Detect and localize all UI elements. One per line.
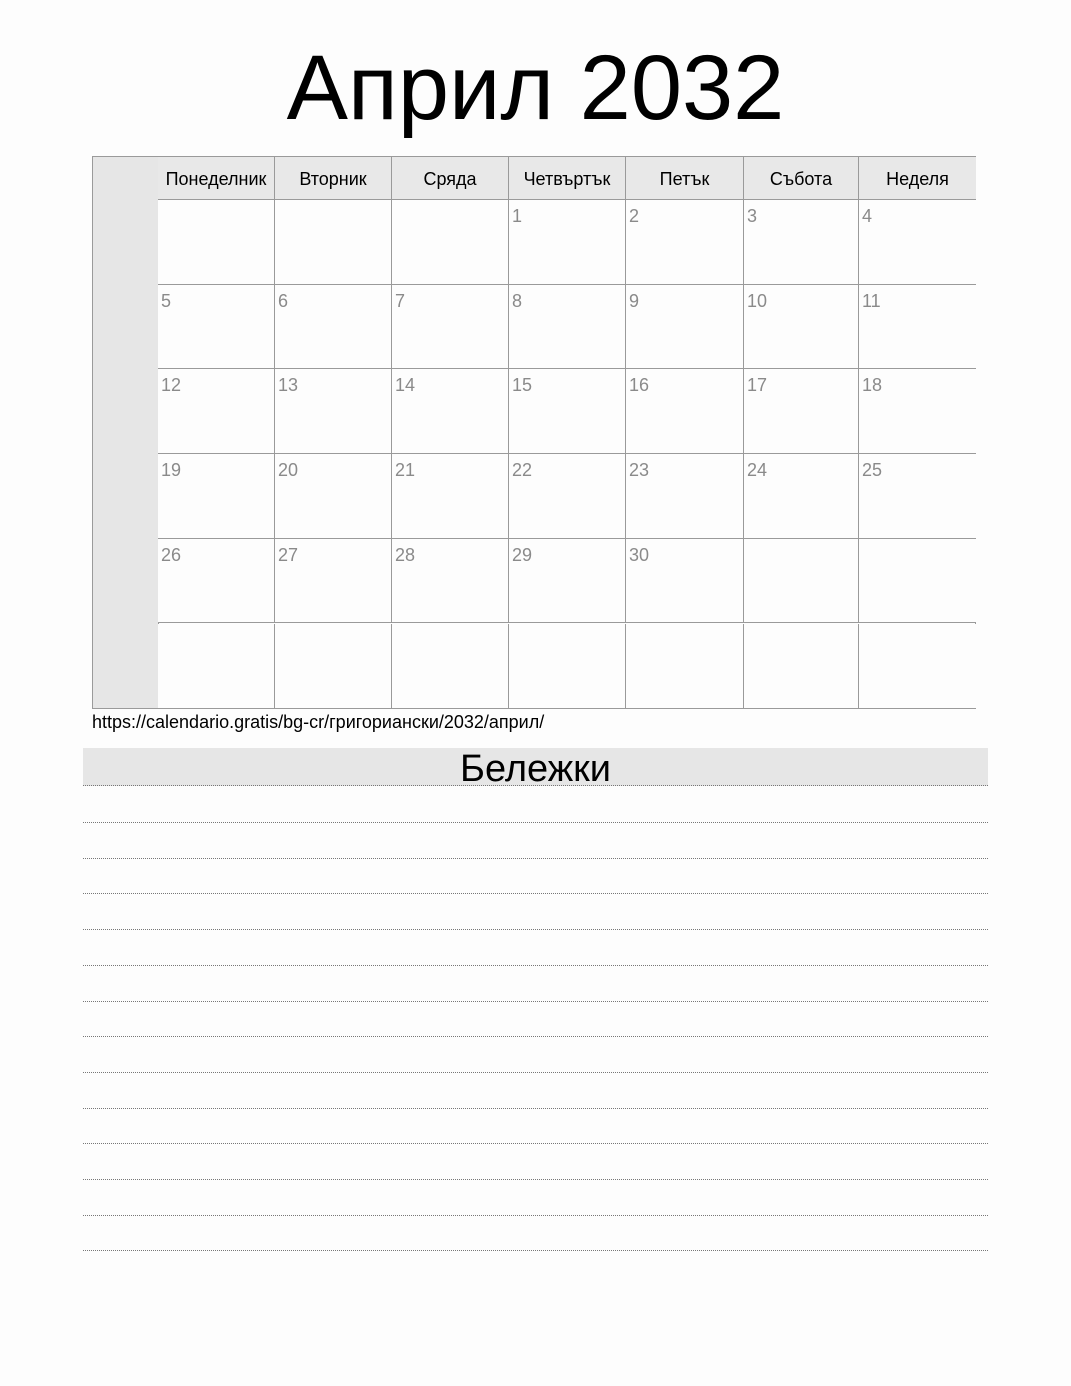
day-number: 19 [161,460,182,481]
day-cell [626,200,744,285]
note-line [83,1250,988,1251]
day-cell [158,539,275,624]
day-cell [744,539,859,624]
day-cell [859,539,976,624]
day-cell [859,285,976,370]
day-cell [509,200,626,285]
day-cell [158,624,275,709]
weekday-header: Сряда [392,157,509,199]
day-cell [275,285,392,370]
day-cell [275,454,392,539]
day-cell [859,624,976,709]
day-number: 22 [512,460,533,481]
day-cell [859,454,976,539]
day-cell [392,539,509,624]
note-line [83,1108,988,1109]
day-cell [859,369,976,454]
note-line [83,1036,988,1037]
day-number: 27 [278,544,299,565]
day-cell [509,285,626,370]
day-cell [509,369,626,454]
note-line [83,965,988,966]
day-cell [275,200,392,285]
day-number: 11 [862,290,881,311]
day-number: 13 [278,375,299,396]
day-number: 8 [512,290,523,311]
day-number: 2 [629,206,640,226]
weekday-header: Четвъртък [509,157,626,199]
day-number: 29 [512,544,533,565]
note-line [83,822,988,823]
weekday-header: Петък [626,157,744,199]
day-cell [392,454,509,539]
note-line [83,893,988,894]
day-number: 4 [862,206,873,226]
day-cell [626,539,744,624]
note-line [83,929,988,930]
day-cell [626,624,744,709]
day-cell [744,624,859,709]
day-number: 6 [278,290,289,311]
day-number: 21 [395,460,416,481]
day-number: 26 [161,544,182,565]
weekday-header: Събота [744,157,859,199]
day-cell [744,369,859,454]
day-cell [626,285,744,370]
day-cell [275,369,392,454]
day-cell [744,200,859,285]
day-cell [158,454,275,539]
day-number: 12 [161,375,182,396]
weekday-header: Неделя [886,169,949,189]
day-number: 24 [747,460,768,481]
day-cell [392,285,509,370]
note-line [83,1072,988,1073]
day-number: 25 [862,460,883,481]
weekday-header: Вторник [275,157,392,199]
day-number: 1 [512,206,523,226]
day-cell [626,454,744,539]
calendar-days-grid [158,200,976,708]
day-cell [158,200,275,285]
note-line [83,1215,988,1216]
weekday-header-row [158,157,976,200]
note-line [83,1001,988,1002]
day-number: 16 [629,375,650,396]
day-number: 5 [161,290,172,311]
day-number: 17 [747,375,768,396]
day-number: 18 [862,375,883,396]
day-number: 7 [395,290,406,311]
day-cell [392,624,509,709]
day-cell [859,200,976,285]
note-line [83,1179,988,1180]
day-cell [275,539,392,624]
day-cell [509,539,626,624]
day-cell [392,369,509,454]
day-number: 10 [747,290,768,311]
day-cell [158,369,275,454]
day-cell [158,285,275,370]
day-cell [392,200,509,285]
day-number: 14 [395,375,416,396]
weekday-header: Понеделник [158,157,275,199]
calendar-grid [92,156,976,709]
day-number: 15 [512,375,533,396]
source-url: https://calendario.gratis/bg-cr/григориански/2032/април/ [92,712,545,732]
note-line [83,1143,988,1144]
day-cell [744,454,859,539]
day-cell [275,624,392,709]
day-cell [509,624,626,709]
day-number: 3 [747,206,758,226]
day-number: 28 [395,544,416,565]
notes-header: Бележки [83,748,988,786]
day-number: 20 [278,460,299,481]
day-cell [509,454,626,539]
note-line [83,858,988,859]
week-number-column [93,157,159,708]
day-cell [626,369,744,454]
day-number: 30 [629,544,650,565]
day-cell [744,285,859,370]
day-number: 9 [629,290,640,311]
page-title: Април 2032 [286,37,785,139]
day-number: 23 [629,460,650,481]
